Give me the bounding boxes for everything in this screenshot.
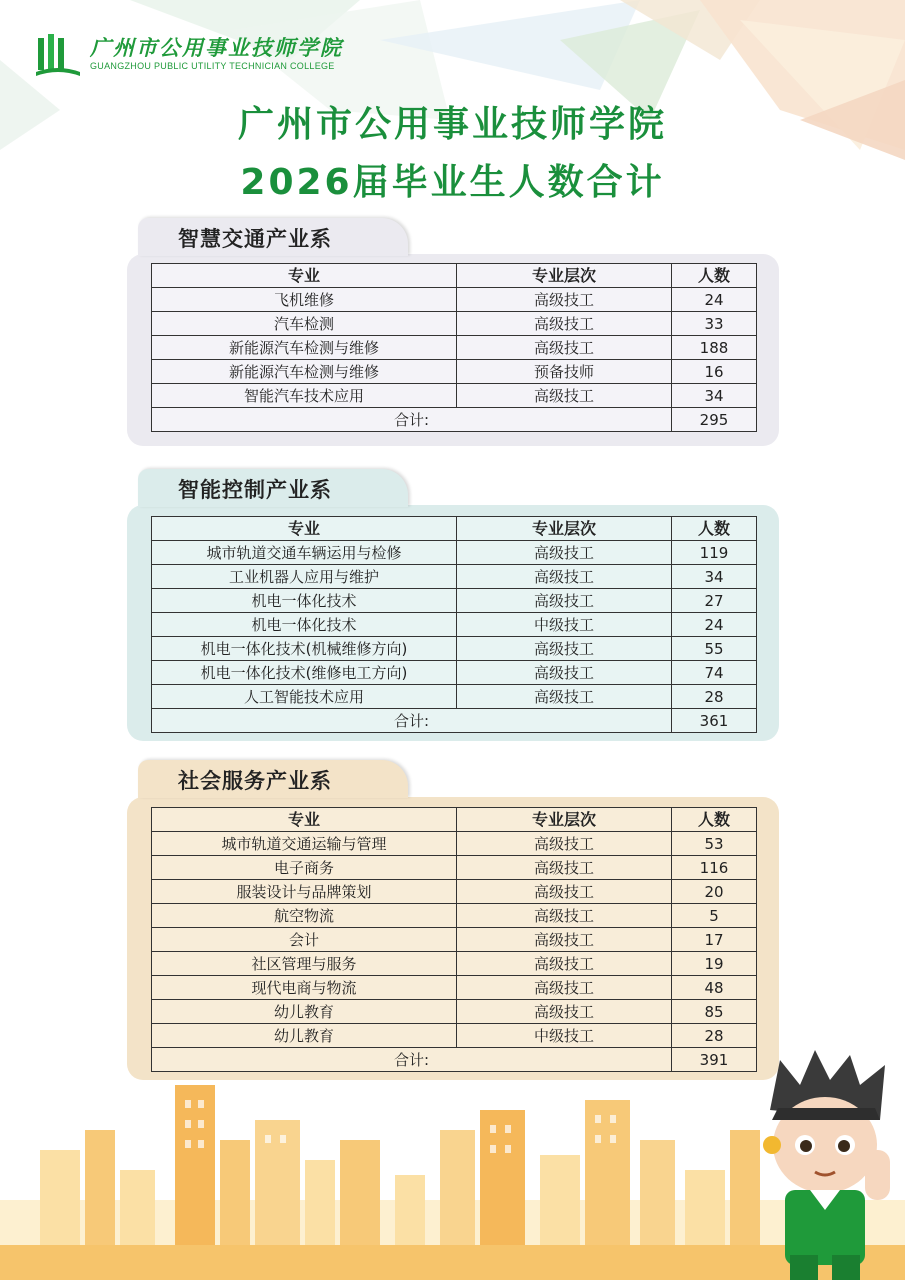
cell-level: 高级技工 <box>457 589 672 613</box>
section-title: 智能控制产业系 <box>178 478 332 502</box>
cell-level: 高级技工 <box>457 952 672 976</box>
cell-major: 幼儿教育 <box>152 1024 457 1048</box>
cell-major: 智能汽车技术应用 <box>152 384 457 408</box>
cell-major: 机电一体化技术(维修电工方向) <box>152 661 457 685</box>
cell-level: 高级技工 <box>457 856 672 880</box>
table-row <box>152 856 757 880</box>
cell-level: 高级技工 <box>457 288 672 312</box>
table-total-row <box>152 709 757 733</box>
table-row <box>152 541 757 565</box>
table-row <box>152 928 757 952</box>
cell-count: 20 <box>672 880 757 904</box>
page-title-line2: 2026届毕业生人数合计 <box>240 162 665 203</box>
cell-count: 34 <box>672 384 757 408</box>
header-level: 专业层次 <box>457 808 672 832</box>
total-count: 361 <box>672 709 757 733</box>
cell-count: 55 <box>672 637 757 661</box>
section-title: 社会服务产业系 <box>178 769 332 793</box>
table-social-service <box>151 807 757 1072</box>
section-tab-social-service <box>138 760 408 798</box>
cell-count: 188 <box>672 336 757 360</box>
table-row <box>152 565 757 589</box>
cell-major: 新能源汽车检测与维修 <box>152 360 457 384</box>
cell-level: 高级技工 <box>457 336 672 360</box>
cell-count: 28 <box>672 685 757 709</box>
cell-level: 高级技工 <box>457 565 672 589</box>
cell-major: 汽车检测 <box>152 312 457 336</box>
cell-count: 74 <box>672 661 757 685</box>
cell-level: 高级技工 <box>457 661 672 685</box>
cell-count: 116 <box>672 856 757 880</box>
cell-level: 预备技师 <box>457 360 672 384</box>
cell-major: 城市轨道交通运输与管理 <box>152 832 457 856</box>
cell-count: 33 <box>672 312 757 336</box>
cell-level: 高级技工 <box>457 312 672 336</box>
table-header-row <box>152 808 757 832</box>
cell-major: 服装设计与品牌策划 <box>152 880 457 904</box>
table-row <box>152 288 757 312</box>
header-level: 专业层次 <box>457 264 672 288</box>
cell-level: 中级技工 <box>457 1024 672 1048</box>
table-row <box>152 1000 757 1024</box>
cell-major: 机电一体化技术(机械维修方向) <box>152 637 457 661</box>
cell-count: 24 <box>672 613 757 637</box>
table-total-row <box>152 1048 757 1072</box>
cell-count: 27 <box>672 589 757 613</box>
header-count: 人数 <box>672 517 757 541</box>
table-smart-transport <box>151 263 757 432</box>
table-header-row <box>152 517 757 541</box>
cell-count: 24 <box>672 288 757 312</box>
cell-count: 5 <box>672 904 757 928</box>
mascot-illustration <box>760 1050 905 1280</box>
section-title: 智慧交通产业系 <box>178 227 332 251</box>
table-row <box>152 637 757 661</box>
cell-level: 高级技工 <box>457 685 672 709</box>
cell-level: 高级技工 <box>457 541 672 565</box>
header-major: 专业 <box>152 264 457 288</box>
cell-count: 19 <box>672 952 757 976</box>
table-row <box>152 904 757 928</box>
cell-major: 幼儿教育 <box>152 1000 457 1024</box>
page-title-line1: 广州市公用事业技师学院 <box>237 104 667 145</box>
logo-chinese-name: 广州市公用事业技师学院 <box>90 35 343 60</box>
header-major: 专业 <box>152 517 457 541</box>
table-row <box>152 1024 757 1048</box>
table-total-row <box>152 408 757 432</box>
cell-count: 17 <box>672 928 757 952</box>
header-count: 人数 <box>672 264 757 288</box>
total-count: 391 <box>672 1048 757 1072</box>
cell-major: 城市轨道交通车辆运用与检修 <box>152 541 457 565</box>
cell-major: 人工智能技术应用 <box>152 685 457 709</box>
cell-major: 航空物流 <box>152 904 457 928</box>
total-label: 合计: <box>152 408 672 432</box>
cell-major: 机电一体化技术 <box>152 613 457 637</box>
college-logo-icon <box>34 30 82 78</box>
table-row <box>152 336 757 360</box>
cell-level: 高级技工 <box>457 637 672 661</box>
cell-major: 现代电商与物流 <box>152 976 457 1000</box>
section-tab-smart-control <box>138 469 408 507</box>
cell-level: 高级技工 <box>457 928 672 952</box>
table-row <box>152 661 757 685</box>
section-tab-smart-transport <box>138 218 408 256</box>
table-row <box>152 613 757 637</box>
cell-major: 机电一体化技术 <box>152 589 457 613</box>
cell-level: 高级技工 <box>457 904 672 928</box>
cell-major: 工业机器人应用与维护 <box>152 565 457 589</box>
cell-count: 16 <box>672 360 757 384</box>
table-row <box>152 685 757 709</box>
cell-major: 会计 <box>152 928 457 952</box>
cell-level: 高级技工 <box>457 384 672 408</box>
total-label: 合计: <box>152 1048 672 1072</box>
table-row <box>152 360 757 384</box>
header-major: 专业 <box>152 808 457 832</box>
cell-level: 高级技工 <box>457 1000 672 1024</box>
table-smart-control <box>151 516 757 733</box>
table-header-row <box>152 264 757 288</box>
table-row <box>152 832 757 856</box>
cell-count: 53 <box>672 832 757 856</box>
table-row <box>152 880 757 904</box>
cell-count: 48 <box>672 976 757 1000</box>
table-row <box>152 952 757 976</box>
cell-major: 社区管理与服务 <box>152 952 457 976</box>
cell-level: 高级技工 <box>457 832 672 856</box>
logo-english-name: GUANGZHOU PUBLIC UTILITY TECHNICIAN COLLEGE <box>90 61 335 71</box>
cell-major: 飞机维修 <box>152 288 457 312</box>
cell-level: 高级技工 <box>457 880 672 904</box>
total-label: 合计: <box>152 709 672 733</box>
cell-count: 85 <box>672 1000 757 1024</box>
table-row <box>152 976 757 1000</box>
cell-major: 电子商务 <box>152 856 457 880</box>
header-count: 人数 <box>672 808 757 832</box>
table-row <box>152 384 757 408</box>
cell-count: 119 <box>672 541 757 565</box>
cell-level: 高级技工 <box>457 976 672 1000</box>
cell-count: 34 <box>672 565 757 589</box>
cell-level: 中级技工 <box>457 613 672 637</box>
table-row <box>152 589 757 613</box>
cell-major: 新能源汽车检测与维修 <box>152 336 457 360</box>
table-row <box>152 312 757 336</box>
cell-count: 28 <box>672 1024 757 1048</box>
college-logo <box>34 30 343 78</box>
total-count: 295 <box>672 408 757 432</box>
header-level: 专业层次 <box>457 517 672 541</box>
